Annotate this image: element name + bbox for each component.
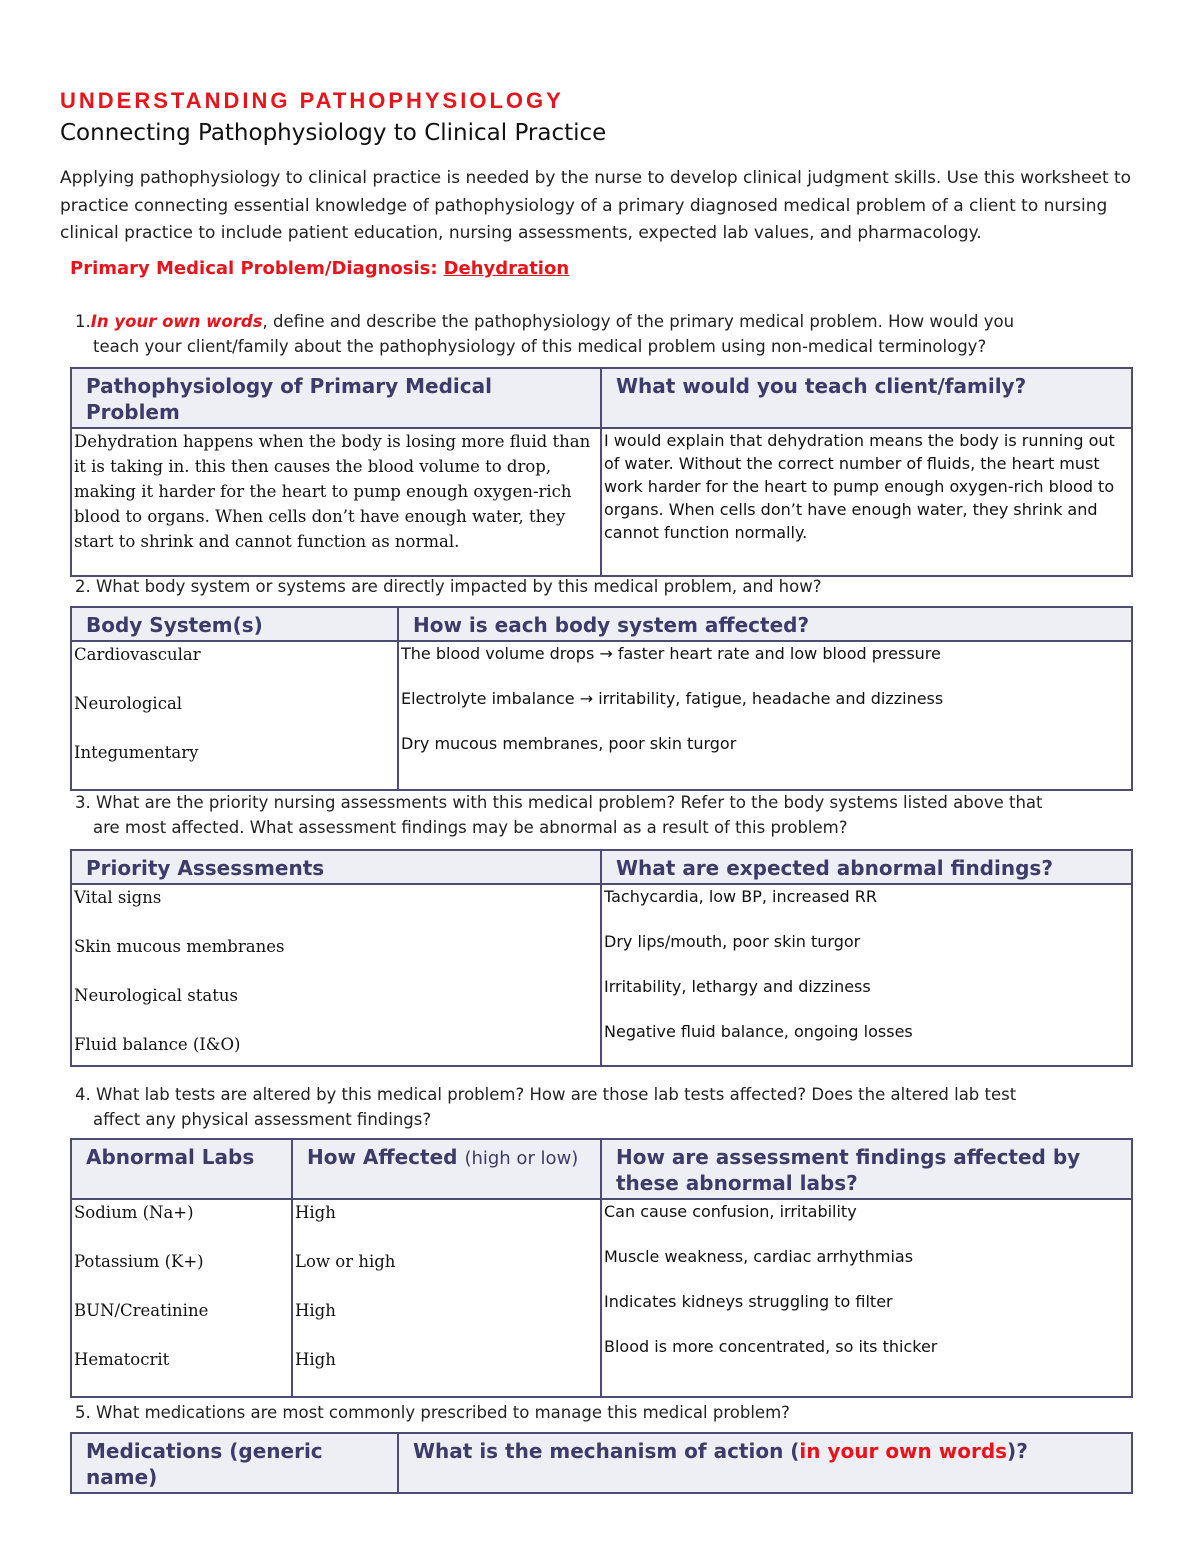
- header-abnormal-labs: Abnormal Labs: [71, 1139, 292, 1199]
- header-how-affected-hint: (high or low): [464, 1148, 579, 1169]
- primary-diagnosis-value: Dehydration: [443, 258, 570, 279]
- lab-effect-item: Can cause confusion, irritability: [604, 1202, 857, 1221]
- question-4-text-a: 4. What lab tests are altered by this medical problem? How are those lab tests affected? Does the altered lab test: [75, 1085, 1017, 1104]
- question-3-text-b: are most affected. What assessment findings may be abnormal as a result of this problem?: [93, 818, 848, 837]
- system-effect-item: Electrolyte imbalance → irritability, fatigue, headache and dizziness: [401, 689, 944, 708]
- header-how-affected-label: How Affected: [307, 1145, 458, 1169]
- question-2-text: 2. What body system or systems are directly impacted by this medical problem, and how?: [75, 577, 822, 596]
- pathophysiology-table: [70, 367, 1133, 577]
- finding-item: Dry lips/mouth, poor skin turgor: [604, 932, 861, 951]
- question-5-text: 5. What medications are most commonly prescribed to manage this medical problem?: [75, 1403, 790, 1422]
- question-3-text-a: 3. What are the priority nursing assessments with this medical problem? Refer to the body systems listed above that: [75, 793, 1043, 812]
- assessments-table: [70, 849, 1133, 1067]
- lab-effects-cell[interactable]: [601, 1199, 1132, 1397]
- header-medications: Medications (generic name): [71, 1433, 398, 1493]
- header-mechanism-a: What is the mechanism of action (: [413, 1439, 800, 1463]
- assessment-item: Fluid balance (I&O): [74, 1035, 241, 1054]
- system-effect-item: The blood volume drops → faster heart rate and low blood pressure: [401, 644, 941, 663]
- assessments-cell[interactable]: [71, 884, 601, 1066]
- lab-direction-cell[interactable]: [292, 1199, 601, 1397]
- header-lab-findings: How are assessment findings affected by these abnormal labs?: [601, 1139, 1132, 1199]
- labs-cell[interactable]: [71, 1199, 292, 1397]
- body-system-item: Neurological: [74, 694, 183, 713]
- header-mechanism-b: )?: [1007, 1439, 1028, 1463]
- question-3: [75, 790, 1135, 840]
- question-1: [75, 309, 1135, 359]
- lab-item: Sodium (Na+): [74, 1203, 194, 1222]
- lab-direction-item: Low or high: [295, 1252, 396, 1271]
- lab-item: BUN/Creatinine: [74, 1301, 209, 1320]
- intro-paragraph: Applying pathophysiology to clinical practice is needed by the nurse to develop clinical judgment skills. Use this worksheet to practice connecting essential knowledge of pathophysiology of a primary diagnosed medical problem of a client to nursing clinical practice to include patient education, nursing assessments, expected lab values, and pharmacology.: [60, 168, 1132, 243]
- question-1-emphasis: In your own words: [90, 312, 263, 331]
- lab-effect-item: Muscle weakness, cardiac arrhythmias: [604, 1247, 914, 1266]
- header-mechanism-emphasis: in your own words: [799, 1439, 1008, 1463]
- worksheet-subtitle: Connecting Pathophysiology to Clinical Practice: [60, 120, 607, 146]
- pathophysiology-answer[interactable]: Dehydration happens when the body is losing more fluid than it is taking in. this then causes the blood volume to drop, making it harder for the heart to pump enough oxygen-rich blood to organs. When cells don’t have enough water, they start to shrink and cannot function as normal.: [71, 428, 601, 576]
- lab-effect-item: Blood is more concentrated, so its thicker: [604, 1337, 938, 1356]
- header-teach-family: What would you teach client/family?: [601, 368, 1132, 428]
- labs-table: [70, 1138, 1133, 1398]
- assessment-item: Skin mucous membranes: [74, 937, 285, 956]
- header-how-affected: [292, 1139, 601, 1199]
- primary-diagnosis-label: Primary Medical Problem/Diagnosis:: [70, 258, 438, 279]
- body-system-item: Integumentary: [74, 743, 199, 762]
- medications-table: [70, 1432, 1133, 1494]
- header-system-effects: How is each body system affected?: [398, 607, 1132, 641]
- header-pathophysiology: Pathophysiology of Primary Medical Problem: [71, 368, 601, 428]
- worksheet-kicker: UNDERSTANDING PATHOPHYSIOLOGY: [60, 88, 564, 113]
- finding-item: Negative fluid balance, ongoing losses: [604, 1022, 913, 1041]
- header-body-systems: Body System(s): [71, 607, 398, 641]
- body-systems-table: [70, 606, 1133, 791]
- assessment-item: Neurological status: [74, 986, 238, 1005]
- finding-item: Tachycardia, low BP, increased RR: [604, 887, 877, 906]
- lab-direction-item: High: [295, 1301, 336, 1320]
- header-priority-assessments: Priority Assessments: [71, 850, 601, 884]
- question-1-text-b: teach your client/family about the pathophysiology of this medical problem using non-medical terminology?: [93, 337, 987, 356]
- lab-direction-item: High: [295, 1203, 336, 1222]
- system-effect-item: Dry mucous membranes, poor skin turgor: [401, 734, 737, 753]
- findings-cell[interactable]: [601, 884, 1132, 1066]
- header-mechanism: [398, 1433, 1132, 1493]
- primary-diagnosis: [70, 258, 569, 279]
- question-4: [75, 1082, 1135, 1132]
- lab-item: Potassium (K+): [74, 1252, 204, 1271]
- question-5: [75, 1400, 1135, 1425]
- header-abnormal-findings: What are expected abnormal findings?: [601, 850, 1132, 884]
- finding-item: Irritability, lethargy and dizziness: [604, 977, 871, 996]
- body-systems-cell[interactable]: [71, 641, 398, 790]
- question-1-number: 1.: [75, 312, 91, 331]
- question-4-text-b: affect any physical assessment findings?: [93, 1110, 432, 1129]
- teach-family-answer[interactable]: I would explain that dehydration means the body is running out of water. Without the correct number of fluids, the heart must work harder for the heart to pump enough oxygen-rich blood to organs. When cells don’t have enough water, they shrink and cannot function normally.: [601, 428, 1132, 576]
- body-system-item: Cardiovascular: [74, 645, 201, 664]
- lab-direction-item: High: [295, 1350, 336, 1369]
- assessment-item: Vital signs: [74, 888, 162, 907]
- question-1-text-a: , define and describe the pathophysiology of the primary medical problem. How would you: [262, 312, 1015, 331]
- question-2: [75, 574, 1135, 599]
- lab-effect-item: Indicates kidneys struggling to filter: [604, 1292, 893, 1311]
- system-effects-cell[interactable]: [398, 641, 1132, 790]
- lab-item: Hematocrit: [74, 1350, 170, 1369]
